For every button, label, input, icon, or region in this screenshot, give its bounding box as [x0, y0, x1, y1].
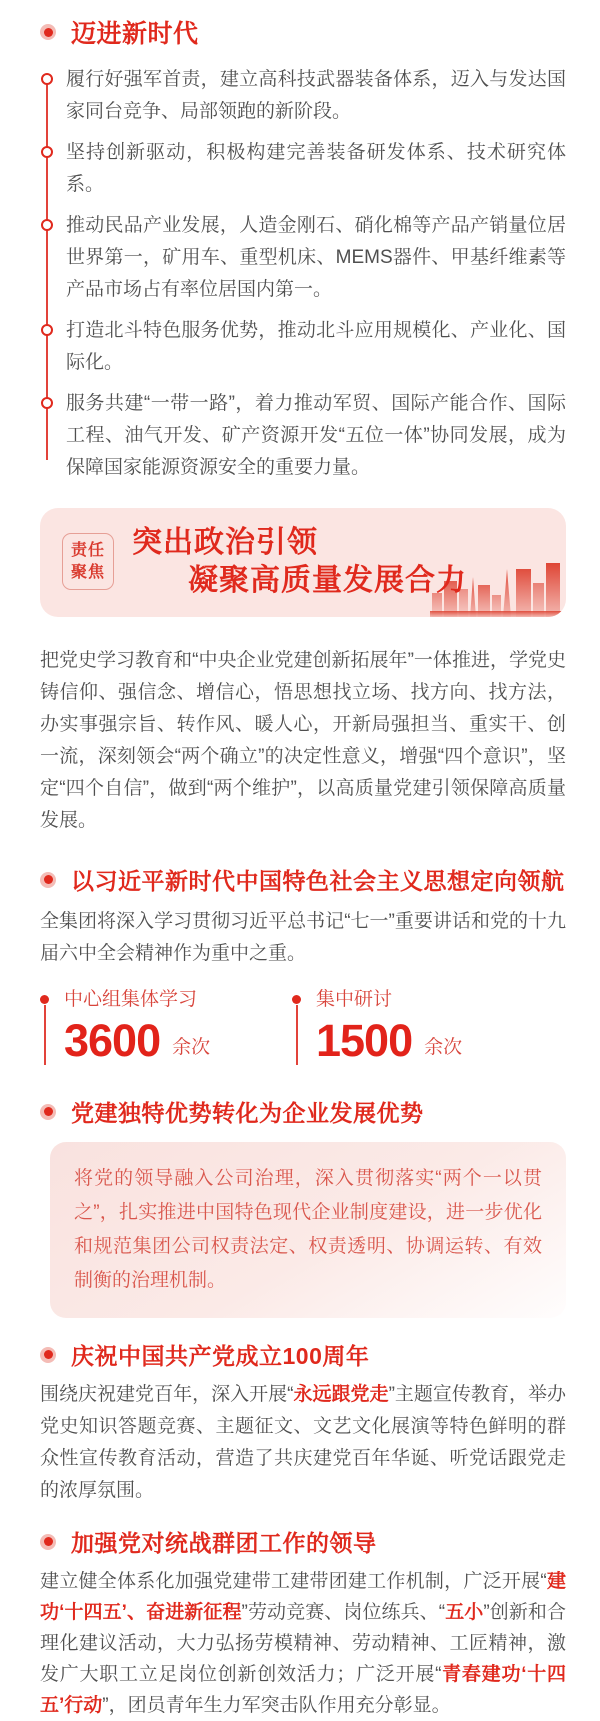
- intro-paragraph: 把党史学习教育和“中央企业党建创新拓展年”一体推进，学党史铸信仰、强信念、增信心，悟思想找立场、找方向、找方法，办实事强宗旨、转作风、暖人心，开新局强担当、重实干、创一流，深刻领会“两个确立”的决定性意义，增强“四个意识”，坚定“四个自信”，做到“两个维护”，以高质量党建引领保障高质量发展。: [40, 650, 566, 831]
- section-heading-centenary: [40, 1338, 566, 1371]
- emphasized-text: 建功‘十四五’、奋进新征程: [40, 1571, 566, 1624]
- milestone-timeline: [42, 64, 566, 484]
- timeline-item: 服务共建“一带一路”，着力推动军贸、国际产能合作、国际工程、油气开发、矿产资源开发“五位一体”协同发展，成为保障国家能源资源安全的重要力量。: [66, 388, 566, 484]
- banner-title-line2: 凝聚高质量发展合力: [188, 563, 468, 597]
- body-text: ”主题宣传教育，举办党史知识答题竞赛、主题征文、文艺文化展演等特色鲜明的群众性宣传教育活动，营造了共庆建党百年华诞、听党话跟党走的浓厚氛围。: [40, 1384, 566, 1502]
- centenary-paragraph: [40, 1379, 566, 1507]
- body-text: 建立健全体系化加强党建带工建带团建工作机制，广泛开展“: [40, 1571, 547, 1593]
- section-advantage: [40, 1095, 566, 1318]
- banner-tag-line1: 责任: [71, 541, 106, 559]
- banner-titles: [132, 524, 467, 599]
- section-heading-text: 党建独特优势转化为企业发展优势: [71, 1100, 424, 1127]
- stat-label: 中心组集体学习: [64, 989, 198, 1010]
- timeline-item: 坚持创新驱动，积极构建完善装备研发体系、技术研究体系。: [66, 137, 566, 201]
- stat-number: 1500: [316, 1015, 413, 1066]
- united-front-paragraph: [40, 1566, 566, 1721]
- banner-tag: [62, 533, 114, 590]
- timeline-item: 推动民品产业发展，人造金刚石、硝化棉等产品产销量位居世界第一，矿用车、重型机床、MEMS器件、甲基纤维素等产品市场占有率位居国内第一。: [66, 210, 566, 306]
- section-bullet-icon: [40, 24, 56, 40]
- section-united-front: [40, 1525, 566, 1721]
- body-text: 围绕庆祝建党百年，深入开展“: [40, 1384, 294, 1406]
- section-heading-advantage: [40, 1095, 566, 1128]
- highlight-box: 将党的领导融入公司治理，深入贯彻落实“两个一以贯之”，扎实推进中国特色现代企业制度建设，进一步优化和规范集团公司权责法定、权责透明、协调运转、有效制衡的治理机制。: [50, 1142, 566, 1318]
- section-bullet-icon: [40, 1534, 56, 1550]
- banner-tag-line2: 聚焦: [71, 563, 106, 581]
- emphasized-text: 永远跟党走: [293, 1384, 389, 1406]
- section-heading-text: 以习近平新时代中国特色社会主义思想定向领航: [71, 868, 565, 894]
- body-text: ”劳动竞赛、岗位练兵、“: [241, 1602, 446, 1624]
- section-heading-guidance: [40, 863, 566, 896]
- chapter-banner: [40, 508, 566, 617]
- section-heading-text: 加强党对统战群团工作的领导: [71, 1530, 377, 1557]
- stat-unit: 余次: [172, 1037, 211, 1059]
- emphasized-text: 青春建功‘十四五’行动: [40, 1664, 566, 1717]
- timeline-item: 履行好强军首责，建立高科技武器装备体系，迈入与发达国家同台竞争、局部领跑的新阶段。: [66, 64, 566, 128]
- stat-value-row: [316, 1015, 544, 1066]
- timeline-item: 打造北斗特色服务优势，推动北斗应用规模化、产业化、国际化。: [66, 315, 566, 379]
- guidance-paragraph: 全集团将深入学习贯彻习近平总书记“七一”重要讲话和党的十九届六中全会精神作为重中之重。: [40, 911, 566, 964]
- body-text: ”创新和合理化建议活动，大力弘扬劳模精神、劳动精神、工匠精神，激发广大职工立足岗位创新创效活力；广泛开展“: [40, 1602, 567, 1686]
- section-heading-text: 迈进新时代: [71, 20, 199, 48]
- stat-label: 集中研讨: [316, 989, 393, 1010]
- banner-title-line1: 突出政治引领: [132, 526, 319, 559]
- section-bullet-icon: [40, 872, 56, 888]
- body-text: ”，团员青年生力军突击队作用充分彰显。: [102, 1695, 451, 1717]
- stat-unit: 余次: [424, 1037, 463, 1059]
- section-heading-united-front: [40, 1525, 566, 1558]
- section-guidance: [40, 863, 566, 1066]
- section-centenary: [40, 1338, 566, 1507]
- section-bullet-icon: [40, 1104, 56, 1120]
- stat-group-study: [40, 988, 292, 1066]
- section-heading-new-era: [40, 14, 566, 50]
- section-heading-text: 庆祝中国共产党成立100周年: [71, 1343, 370, 1370]
- stat-group-seminar: [292, 988, 544, 1066]
- emphasized-text: 五小: [445, 1602, 484, 1624]
- study-stats: [40, 988, 566, 1066]
- section-bullet-icon: [40, 1347, 56, 1363]
- stat-number: 3600: [64, 1015, 161, 1066]
- stat-value-row: [64, 1015, 292, 1066]
